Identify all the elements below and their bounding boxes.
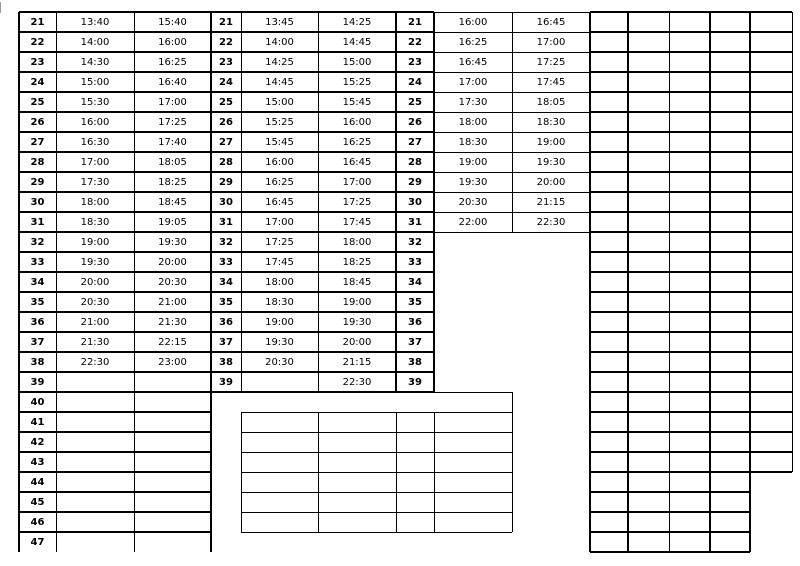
row-number-c: 25 [408, 97, 422, 108]
start-time-c [434, 233, 512, 253]
end-time-a [134, 493, 211, 513]
start-time-a [56, 453, 134, 473]
right-grid-rule [590, 471, 792, 473]
start-time-b: 20:30 [265, 357, 294, 368]
row-number-b: 22 [219, 37, 233, 48]
row-number: 46 [30, 517, 45, 528]
start-time-b: 16:45 [265, 197, 294, 208]
row-number: 44 [30, 477, 45, 488]
row-number-b: 33 [219, 257, 233, 268]
right-grid-rule [590, 351, 792, 353]
start-time-a: 14:30 [80, 57, 110, 68]
end-time-c [512, 293, 590, 313]
row-number-c: 23 [408, 57, 422, 68]
end-time-c [512, 533, 590, 553]
end-time-c [512, 333, 590, 353]
start-time-a: 16:30 [80, 137, 110, 148]
start-time-a: 20:30 [80, 297, 110, 308]
end-time-a [134, 433, 211, 453]
row-number-b: 36 [219, 317, 233, 328]
row-number-b: 32 [219, 237, 233, 248]
row-number: 34 [30, 277, 45, 288]
start-time-c [434, 333, 512, 353]
row-number-b: 35 [219, 297, 233, 308]
end-time-c: 22:30 [536, 217, 566, 228]
end-time-b: 18:25 [342, 257, 372, 268]
start-time-a [56, 433, 134, 453]
start-time-c [434, 393, 512, 413]
right-grid-rule [709, 12, 711, 552]
row-number-c: 34 [408, 277, 422, 288]
start-time-c: 17:30 [458, 97, 488, 108]
start-time-a [56, 533, 134, 553]
start-time-a: 18:00 [80, 197, 110, 208]
end-time-a: 15:40 [158, 17, 187, 28]
row-number-b: 28 [219, 157, 233, 168]
row-number: 41 [30, 417, 45, 428]
row-number: 28 [30, 157, 45, 168]
start-time-b: 18:30 [265, 297, 294, 308]
right-grid-rule [590, 391, 792, 393]
lower-grid-rule [396, 412, 397, 532]
right-grid-rule [590, 491, 750, 493]
row-number: 35 [30, 297, 45, 308]
lower-grid-rule [318, 412, 319, 532]
end-time-c: 17:25 [536, 57, 566, 68]
row-number-c: 21 [408, 17, 422, 28]
text-cursor [0, 2, 1, 13]
start-time-c [434, 533, 512, 553]
start-time-b: 15:45 [265, 137, 294, 148]
start-time-a: 22:30 [80, 357, 110, 368]
start-time-b: 17:00 [265, 217, 294, 228]
end-time-b: 15:00 [342, 57, 372, 68]
end-time-a [134, 513, 211, 533]
start-time-c: 17:00 [458, 77, 488, 88]
start-time-b: 17:45 [265, 257, 294, 268]
end-time-c [512, 433, 590, 453]
start-time-c [434, 253, 512, 273]
right-grid-rule [792, 12, 793, 472]
row-number-b: 23 [219, 57, 233, 68]
end-time-b: 16:25 [342, 137, 372, 148]
start-time-c [434, 453, 512, 473]
end-time-a: 17:00 [158, 97, 187, 108]
start-time-b [241, 373, 318, 393]
start-time-a [56, 493, 134, 513]
start-time-a: 16:00 [80, 117, 110, 128]
right-grid-rule [590, 411, 792, 413]
end-time-a: 19:30 [158, 237, 187, 248]
row-number-c: 37 [408, 337, 422, 348]
start-time-a: 19:30 [80, 257, 110, 268]
start-time-a: 17:00 [80, 157, 110, 168]
start-time-b: 19:30 [265, 337, 294, 348]
start-time-c [434, 313, 512, 333]
end-time-c [512, 353, 590, 373]
start-time-a [56, 513, 134, 533]
right-grid-rule [590, 231, 792, 233]
right-grid-rule [590, 511, 750, 513]
end-time-b: 18:45 [342, 277, 372, 288]
right-grid-rule [590, 451, 792, 453]
start-time-c: 19:30 [458, 177, 488, 188]
end-time-a [134, 393, 211, 413]
end-time-b: 22:30 [342, 377, 372, 388]
end-time-c: 19:30 [536, 157, 566, 168]
end-time-c: 17:00 [536, 37, 566, 48]
start-time-c: 22:00 [458, 217, 488, 228]
row-number: 21 [30, 17, 45, 28]
row-number: 29 [30, 177, 45, 188]
start-time-a [56, 393, 134, 413]
row-number-c: 38 [408, 357, 422, 368]
row-number: 30 [30, 197, 45, 208]
row-number: 36 [30, 317, 45, 328]
end-time-c [512, 373, 590, 393]
row-number-c: 29 [408, 177, 422, 188]
right-grid-rule [590, 371, 792, 373]
row-number-c: 28 [408, 157, 422, 168]
end-time-c [512, 413, 590, 433]
end-time-a [134, 413, 211, 433]
start-time-c [434, 493, 512, 513]
start-time-c [434, 413, 512, 433]
end-time-b: 18:00 [342, 237, 372, 248]
row-number: 47 [30, 537, 45, 548]
end-time-b: 20:00 [342, 337, 372, 348]
end-time-c [512, 453, 590, 473]
start-time-c: 16:45 [458, 57, 488, 68]
right-grid-rule [590, 531, 750, 533]
row-number: 40 [30, 397, 45, 408]
start-time-a: 18:30 [80, 217, 110, 228]
row-number: 31 [30, 217, 45, 228]
row-number: 22 [30, 37, 45, 48]
row-number-b: 34 [219, 277, 233, 288]
start-time-b: 15:00 [265, 97, 294, 108]
row-number-b: 27 [219, 137, 233, 148]
end-time-a: 17:40 [158, 137, 187, 148]
start-time-b: 19:00 [265, 317, 294, 328]
start-time-c: 18:00 [458, 117, 488, 128]
row-number-c: 31 [408, 217, 422, 228]
end-time-c [512, 253, 590, 273]
right-grid-rule [590, 71, 792, 73]
end-time-a: 19:05 [158, 217, 187, 228]
start-time-c [434, 293, 512, 313]
row-number-b: 26 [219, 117, 233, 128]
end-time-a: 20:30 [158, 277, 187, 288]
end-time-b: 14:45 [342, 37, 372, 48]
row-number: 25 [30, 97, 45, 108]
start-time-b: 18:00 [265, 277, 294, 288]
row-number: 45 [30, 497, 45, 508]
row-number-c: 32 [408, 237, 422, 248]
end-time-c: 18:30 [536, 117, 566, 128]
row-number-b: 38 [219, 357, 233, 368]
end-time-a: 16:00 [158, 37, 187, 48]
row-number-b: 37 [219, 337, 233, 348]
start-time-c [434, 513, 512, 533]
end-time-c: 16:45 [536, 17, 566, 28]
end-time-a: 18:25 [158, 177, 187, 188]
row-number-b: 21 [219, 17, 233, 28]
right-grid-rule [590, 171, 792, 173]
end-time-b: 17:45 [342, 217, 372, 228]
row-number: 38 [30, 357, 45, 368]
end-time-b: 14:25 [342, 17, 372, 28]
row-number-c: 39 [408, 377, 422, 388]
end-time-a: 23:00 [158, 357, 187, 368]
end-time-a: 18:45 [158, 197, 187, 208]
end-time-a: 18:05 [158, 157, 187, 168]
lower-grid-rule [241, 412, 242, 532]
end-time-b: 21:15 [342, 357, 372, 368]
end-time-c: 17:45 [536, 77, 566, 88]
end-time-a: 16:40 [158, 77, 187, 88]
end-time-c: 18:05 [536, 97, 566, 108]
start-time-c [434, 373, 512, 393]
row-number-b: 25 [219, 97, 233, 108]
start-time-c: 19:00 [458, 157, 488, 168]
right-grid-rule [590, 31, 792, 33]
right-grid-rule [590, 551, 750, 553]
row-number: 27 [30, 137, 45, 148]
row-number-b: 29 [219, 177, 233, 188]
start-time-c: 16:25 [458, 37, 488, 48]
start-time-a: 15:30 [80, 97, 110, 108]
right-grid-rule [590, 131, 792, 133]
row-number: 24 [30, 77, 45, 88]
end-time-a [134, 373, 211, 393]
right-grid-rule [590, 271, 792, 273]
right-grid-rule [590, 251, 792, 253]
start-time-a: 14:00 [80, 37, 110, 48]
start-time-b: 14:25 [265, 57, 294, 68]
end-time-b: 16:45 [342, 157, 372, 168]
row-number-c: 26 [408, 117, 422, 128]
end-time-a [134, 533, 211, 553]
row-number-c: 27 [408, 137, 422, 148]
row-number-c: 24 [408, 77, 422, 88]
right-grid-rule [590, 191, 792, 193]
end-time-a: 16:25 [158, 57, 187, 68]
end-time-c: 19:00 [536, 137, 566, 148]
start-time-a: 15:00 [80, 77, 110, 88]
start-time-c: 20:30 [458, 197, 488, 208]
end-time-b: 17:00 [342, 177, 372, 188]
start-time-a [56, 473, 134, 493]
row-number: 32 [30, 237, 45, 248]
start-time-b: 16:25 [265, 177, 294, 188]
start-time-b: 15:25 [265, 117, 294, 128]
start-time-c: 18:30 [458, 137, 488, 148]
end-time-a: 21:00 [158, 297, 187, 308]
end-time-b: 15:45 [342, 97, 372, 108]
start-time-b: 17:25 [265, 237, 294, 248]
end-time-c [512, 393, 590, 413]
start-time-c [434, 473, 512, 493]
start-time-a: 21:30 [80, 337, 110, 348]
end-time-c [512, 473, 590, 493]
start-time-a: 20:00 [80, 277, 110, 288]
right-grid-rule [590, 331, 792, 333]
row-number-b: 31 [219, 217, 233, 228]
end-time-b: 19:00 [342, 297, 372, 308]
start-time-c [434, 273, 512, 293]
end-time-c [512, 233, 590, 253]
right-grid-rule [590, 111, 792, 113]
right-grid-rule [590, 291, 792, 293]
row-number-b: 30 [219, 197, 233, 208]
end-time-b: 16:00 [342, 117, 372, 128]
right-grid-rule [627, 12, 629, 552]
start-time-a [56, 373, 134, 393]
start-time-c: 16:00 [458, 17, 488, 28]
row-number: 37 [30, 337, 45, 348]
row-number: 43 [30, 457, 45, 468]
end-time-a: 20:00 [158, 257, 187, 268]
end-time-a [134, 453, 211, 473]
end-time-c [512, 313, 590, 333]
start-time-b: 14:00 [265, 37, 294, 48]
end-time-b: 15:25 [342, 77, 372, 88]
right-grid-rule [590, 151, 792, 153]
end-time-c [512, 513, 590, 533]
end-time-c: 21:15 [536, 197, 566, 208]
right-grid-rule [749, 12, 751, 552]
row-number: 33 [30, 257, 45, 268]
start-time-a: 17:30 [80, 177, 110, 188]
right-grid-rule [590, 11, 792, 13]
right-grid-rule [590, 91, 792, 93]
end-time-c: 20:00 [536, 177, 566, 188]
right-grid-rule [590, 211, 792, 213]
row-number: 39 [30, 377, 45, 388]
start-time-a [56, 413, 134, 433]
right-grid-rule [590, 431, 792, 433]
start-time-a: 13:40 [80, 17, 110, 28]
row-number-c: 33 [408, 257, 422, 268]
end-time-c [512, 273, 590, 293]
end-time-a: 17:25 [158, 117, 187, 128]
row-number-c: 35 [408, 297, 422, 308]
start-time-b: 13:45 [265, 17, 294, 28]
end-time-b: 17:25 [342, 197, 372, 208]
row-number-c: 22 [408, 37, 422, 48]
start-time-c [434, 353, 512, 373]
right-grid-rule [590, 311, 792, 313]
end-time-a: 22:15 [158, 337, 187, 348]
row-number-c: 30 [408, 197, 422, 208]
right-grid-rule [590, 51, 792, 53]
end-time-a [134, 473, 211, 493]
row-number-c: 36 [408, 317, 422, 328]
start-time-b: 14:45 [265, 77, 294, 88]
start-time-a: 21:00 [80, 317, 110, 328]
right-grid-rule [669, 12, 670, 552]
start-time-a: 19:00 [80, 237, 110, 248]
row-number: 23 [30, 57, 45, 68]
row-number-b: 24 [219, 77, 233, 88]
start-time-c [434, 433, 512, 453]
row-number-b: 39 [219, 377, 233, 388]
row-number: 26 [30, 117, 45, 128]
end-time-b: 19:30 [342, 317, 372, 328]
end-time-c [512, 493, 590, 513]
end-time-a: 21:30 [158, 317, 187, 328]
start-time-b: 16:00 [265, 157, 294, 168]
row-number: 42 [30, 437, 45, 448]
